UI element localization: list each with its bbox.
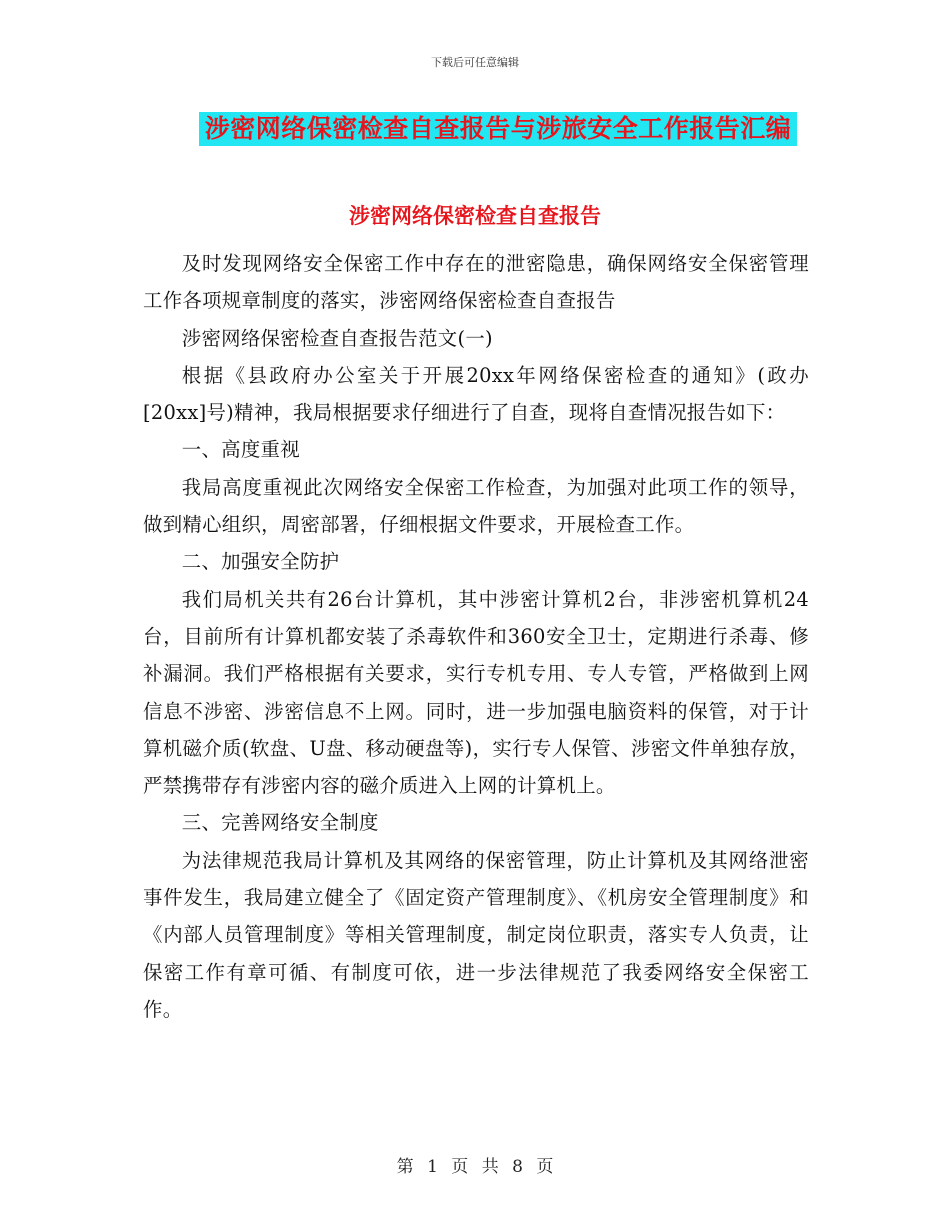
heading-attention: 一、高度重视 — [181, 438, 300, 462]
paragraph-system: 为法律规范我局计算机及其网络的保密管理，防止计算机及其网络泄密事件发生，我局建立健全了《固定资产管理制度》、《机房安全管理制度》和《内部人员管理制度》等相关管理制度，制定岗位职责，落实专人负责，让保密工作有章可循、有制度可依，进一步法律规范了我委网络安全保密工作。 — [143, 848, 809, 1021]
document-title: 涉密网络保密检查自查报告与涉旅安全工作报告汇编 — [199, 112, 798, 146]
footer-total-pages: 8 — [512, 1157, 523, 1177]
paragraph-basis: 根据《县政府办公室关于开展20xx年网络保密检查的通知》(政办[20xx]号)精神，我局根据要求仔细进行了自查，现将自查情况报告如下： — [143, 363, 809, 425]
heading-protection: 二、加强安全防护 — [181, 550, 340, 574]
paragraph-protection: 我们局机关共有26台计算机，其中涉密计算机2台，非涉密机算机24台，目前所有计算机都安装了杀毒软件和360安全卫士，定期进行杀毒、修补漏洞。我们严格根据有关要求，实行专机专用、专人专管，严格做到上网信息不涉密、涉密信息不上网。同时，进一步加强电脑资料的保管，对于计算机磁介质(软盘、U盘、移动硬盘等)，实行专人保管、涉密文件单独存放，严禁携带存有涉密内容的磁介质进入上网的计算机上。 — [143, 587, 809, 798]
footer-page-word: 页 — [451, 1157, 469, 1177]
footer-prefix: 第 — [396, 1157, 414, 1177]
header-note: 下载后可任意编辑 — [431, 56, 519, 69]
footer-current-page: 1 — [427, 1157, 438, 1177]
page-footer — [0, 1152, 950, 1177]
footer-total-word: 共 — [481, 1157, 499, 1177]
document-title-wrap — [0, 112, 950, 146]
paragraph-attention: 我局高度重视此次网络安全保密工作检查，为加强对此项工作的领导，做到精心组织，周密部署，仔细根据文件要求，开展检查工作。 — [143, 475, 809, 537]
footer-suffix: 页 — [536, 1157, 554, 1177]
heading-system: 三、完善网络安全制度 — [181, 811, 379, 835]
paragraph-sample-title: 涉密网络保密检查自查报告范文(一) — [181, 326, 493, 350]
body-text — [143, 245, 809, 1028]
section-title: 涉密网络保密检查自查报告 — [349, 203, 601, 228]
paragraph-intro: 及时发现网络安全保密工作中存在的泄密隐患，确保网络安全保密管理工作各项规章制度的落实，涉密网络保密检查自查报告 — [143, 252, 809, 313]
